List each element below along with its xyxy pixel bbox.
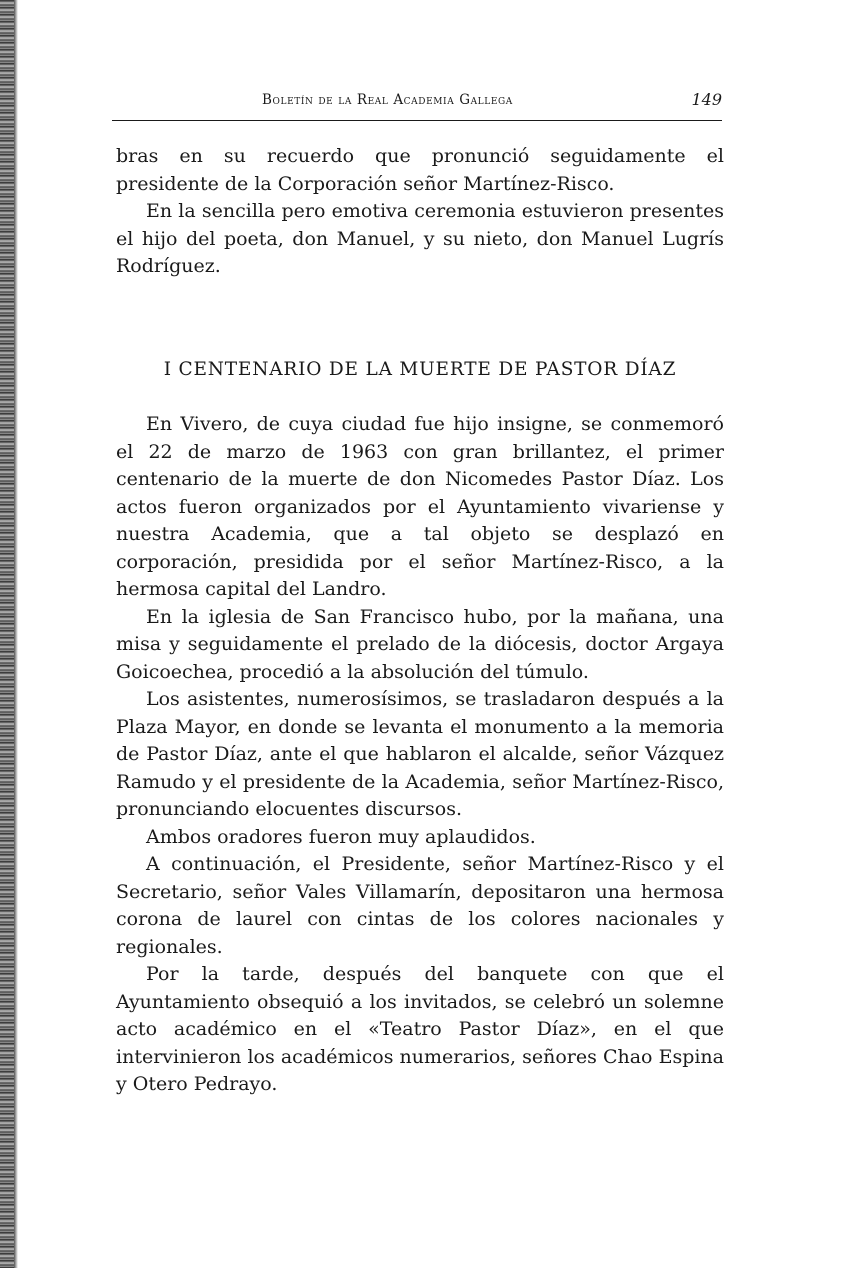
section-body	[116, 411, 724, 1099]
page-number: 149	[691, 90, 722, 109]
intro-paragraph: En la sencilla pero emotiva ceremonia estuvieron presentes el hijo del poeta, don Manuel, y su nieto, don Manuel Lugrís Rodríguez.	[116, 200, 724, 277]
running-title: Boletín de la Real Academia Gallega	[262, 92, 513, 108]
body-paragraph: Los asistentes, numerosísimos, se trasladaron después a la Plaza Mayor, en donde se levanta el monumento a la memoria de Pastor Díaz, ante el que hablaron el alcalde, señor Vázquez Ramudo y el presidente de la Academia, señor Martínez-Risco, pronunciando elocuentes discursos.	[116, 688, 724, 820]
intro-paragraph: bras en su recuerdo que pronunció seguidamente el presidente de la Corporación señor Martínez-Risco.	[116, 145, 724, 195]
body-paragraph: Por la tarde, después del banquete con que el Ayuntamiento obsequió a los invitados, se celebró un solemne acto académico en el «Teatro Pastor Díaz», en el que intervinieron los académicos numerarios, señores Chao Espina y Otero Pedrayo.	[116, 963, 724, 1095]
body-paragraph: Ambos oradores fueron muy aplaudidos.	[146, 825, 536, 848]
page-header	[112, 90, 722, 121]
body-paragraph: A continuación, el Presidente, señor Martínez-Risco y el Secretario, señor Vales Villamarín, depositaron una hermosa corona de laurel con cintas de los colores nacionales y regionales.	[116, 853, 724, 958]
book-binding-edge	[0, 0, 14, 1268]
body-paragraph: En Vivero, de cuya ciudad fue hijo insigne, se conmemoró el 22 de marzo de 1963 con gran brillantez, el primer centenario de la muerte de don Nicomedes Pastor Díaz. Los actos fueron organizados por el Ayuntamiento vivariense y nuestra Academia, que a tal objeto se desplazó en corporación, presidida por el señor Martínez-Risco, a la hermosa capital del Landro.	[116, 413, 724, 600]
binding-shadow	[14, 0, 18, 1268]
body-paragraph: En la iglesia de San Francisco hubo, por la mañana, una misa y seguidamente el prelado de la diócesis, doctor Argaya Goicoechea, procedió a la absolución del túmulo.	[116, 605, 724, 683]
section-heading: I CENTENARIO DE LA MUERTE DE PASTOR DÍAZ	[163, 359, 677, 380]
intro-text	[116, 143, 724, 281]
